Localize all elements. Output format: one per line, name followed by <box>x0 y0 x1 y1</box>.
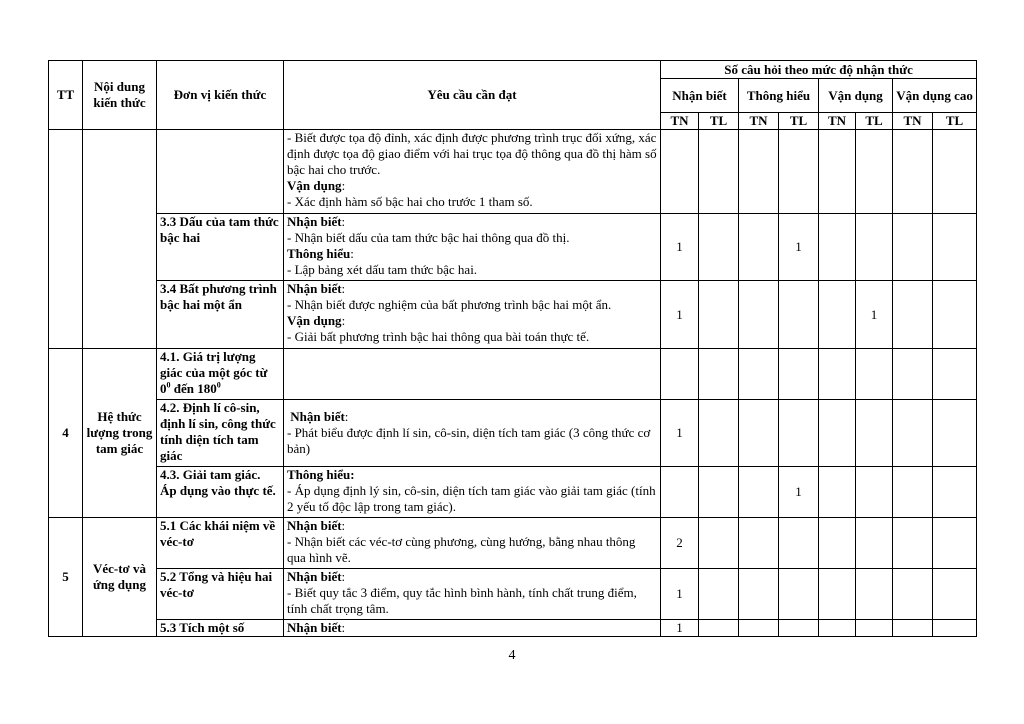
header-so-cau: Số câu hỏi theo mức độ nhận thức <box>661 61 977 79</box>
requirement-cell: Nhận biết: <box>284 620 661 637</box>
header-tn: TN <box>893 113 933 130</box>
unit-cell: 3.3 Dấu của tam thức bậc hai <box>157 214 284 281</box>
table-row <box>49 281 977 349</box>
count-nb-tn: 1 <box>661 400 699 467</box>
header-tl: TL <box>699 113 739 130</box>
unit-cell: 4.3. Giải tam giác. Áp dụng vào thực tế. <box>157 467 284 518</box>
unit-cell: 4.2. Định lí cô-sin, định lí sin, công thức tính diện tích tam giác <box>157 400 284 467</box>
count-vd-tl: 1 <box>856 281 893 349</box>
header-yeu-cau: Yêu cầu cần đạt <box>284 61 661 130</box>
header-tn: TN <box>661 113 699 130</box>
header-level-nhan-biet: Nhận biết <box>661 79 739 113</box>
header-tl: TL <box>779 113 819 130</box>
header-level-van-dung-cao: Vận dụng cao <box>893 79 977 113</box>
table-row <box>49 620 977 637</box>
knowledge-matrix-table <box>48 60 977 637</box>
group-tt: 5 <box>49 518 83 637</box>
header-tl: TL <box>933 113 977 130</box>
page-number: 4 <box>508 648 516 663</box>
requirement-cell: Nhận biết: - Nhận biết được nghiệm của bất phương trình bậc hai một ẩn. Vận dụng: - Giải bất phương trình bậc hai thông qua bài toán thực tế. <box>284 281 661 349</box>
header-tt: TT <box>49 61 83 130</box>
group-tt: 4 <box>49 349 83 518</box>
table-row <box>49 518 977 569</box>
table-row <box>49 400 977 467</box>
header-tn: TN <box>819 113 856 130</box>
header-noi-dung: Nội dung kiến thức <box>83 61 157 130</box>
table-row <box>49 569 977 620</box>
count-nb-tn: 1 <box>661 620 699 637</box>
table-row <box>49 467 977 518</box>
requirement-cell: Nhận biết: - Phát biểu được định lí sin, cô-sin, diện tích tam giác (3 công thức cơ bản) <box>284 400 661 467</box>
header-level-thong-hieu: Thông hiểu <box>739 79 819 113</box>
count-nb-tn: 1 <box>661 214 699 281</box>
header-tn: TN <box>739 113 779 130</box>
requirement-cell: Nhận biết: - Biết quy tắc 3 điểm, quy tắc hình bình hành, tính chất trung điểm, tính chất trọng tâm. <box>284 569 661 620</box>
header-don-vi: Đơn vị kiến thức <box>157 61 284 130</box>
unit-cell: 5.3 Tích một số <box>157 620 284 637</box>
requirement-cell: Thông hiểu: - Áp dụng định lý sin, cô-sin, diện tích tam giác vào giải tam giác (tính 2 yếu tố độc lập trong tam giác). <box>284 467 661 518</box>
header-level-van-dung: Vận dụng <box>819 79 893 113</box>
requirement-cell: - Biết được tọa độ đỉnh, xác định được phương trình trục đối xứng, xác định được tọa độ giao điểm với hai trục tọa độ thông qua đồ thị hàm số bậc hai cho trước. Vận dụng: - Xác định hàm số bậc hai cho trước 1 tham số. <box>284 130 661 214</box>
count-nb-tn: 2 <box>661 518 699 569</box>
unit-cell: 5.1 Các khái niệm về véc-tơ <box>157 518 284 569</box>
requirement-cell: Nhận biết: - Nhận biết dấu của tam thức bậc hai thông qua đồ thị. Thông hiểu: - Lập bảng xét dấu tam thức bậc hai. <box>284 214 661 281</box>
count-th-tl: 1 <box>779 214 819 281</box>
group-topic: Hệ thức lượng trong tam giác <box>83 349 157 518</box>
requirement-cell: Nhận biết: - Nhận biết các véc-tơ cùng phương, cùng hướng, bằng nhau thông qua hình vẽ. <box>284 518 661 569</box>
unit-cell: 4.1. Giá trị lượng giác của một góc từ $0^0$ đến $180^0$ <box>157 349 284 400</box>
count-nb-tn: 1 <box>661 281 699 349</box>
table-row <box>49 214 977 281</box>
header-tl: TL <box>856 113 893 130</box>
table-row <box>49 349 977 400</box>
count-th-tl: 1 <box>779 467 819 518</box>
unit-cell: 3.4 Bất phương trình bậc hai một ẩn <box>157 281 284 349</box>
group-topic: Véc-tơ và ứng dụng <box>83 518 157 637</box>
unit-cell: 5.2 Tổng và hiệu hai véc-tơ <box>157 569 284 620</box>
table-row <box>49 130 977 214</box>
count-nb-tn: 1 <box>661 569 699 620</box>
